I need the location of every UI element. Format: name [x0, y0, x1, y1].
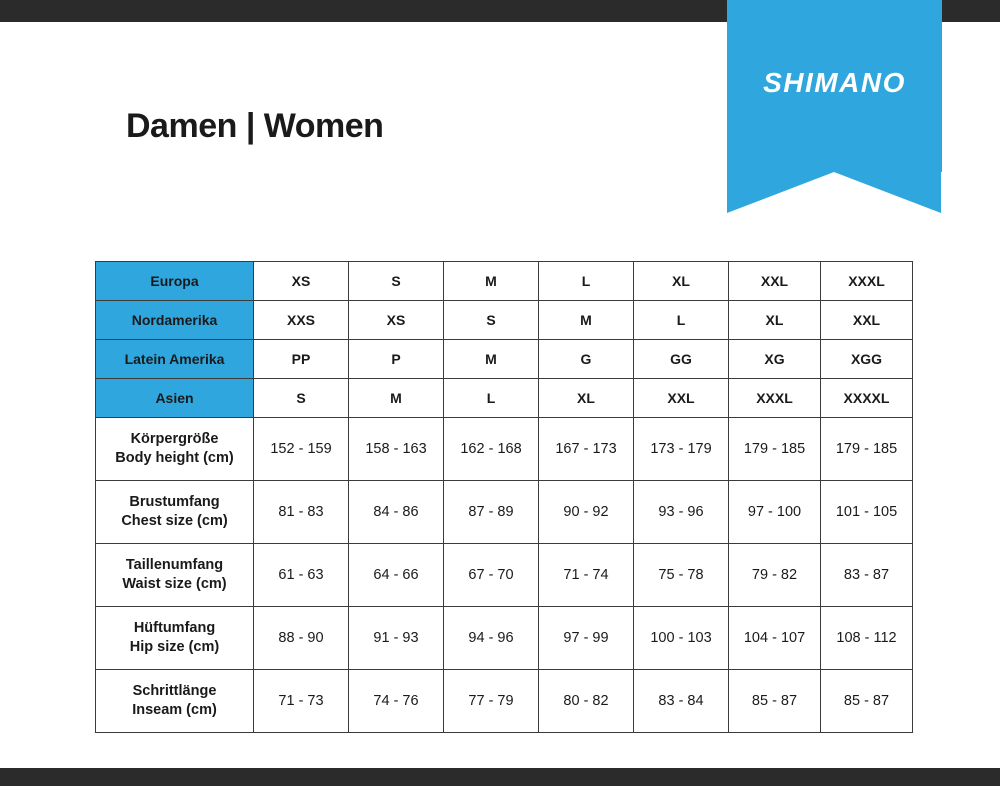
cell: 97 - 100 — [729, 481, 821, 544]
row-label-de: Hüftumfang — [133, 620, 216, 636]
cell: XXL — [729, 262, 821, 301]
cell: 80 - 82 — [539, 670, 634, 733]
row-label-body-height — [96, 418, 254, 481]
cell: 152 - 159 — [254, 418, 349, 481]
row-label-de: Brustumfang — [129, 494, 220, 510]
brand-banner — [727, 0, 942, 213]
row-label-latein-amerika: Latein Amerika — [96, 340, 254, 379]
table-row — [96, 379, 913, 418]
cell: XXL — [634, 379, 729, 418]
row-label-en: Inseam (cm) — [132, 702, 217, 718]
cell: XG — [729, 340, 821, 379]
cell: 77 - 79 — [444, 670, 539, 733]
cell: 173 - 179 — [634, 418, 729, 481]
row-label-en: Body height (cm) — [115, 450, 234, 466]
table-row — [96, 607, 913, 670]
shimano-logo: SHIMANO — [763, 67, 906, 98]
table-row — [96, 481, 913, 544]
cell: GG — [634, 340, 729, 379]
cell: L — [539, 262, 634, 301]
row-label-de: Taillenumfang — [125, 557, 224, 573]
table-row — [96, 670, 913, 733]
cell: S — [444, 301, 539, 340]
size-chart-table — [95, 261, 913, 733]
cell: 90 - 92 — [539, 481, 634, 544]
bottom-dark-band — [0, 768, 1000, 786]
row-label-waist-size — [96, 544, 254, 607]
cell: XL — [539, 379, 634, 418]
cell: 179 - 185 — [729, 418, 821, 481]
cell: 61 - 63 — [254, 544, 349, 607]
cell: M — [539, 301, 634, 340]
cell: XXXXL — [821, 379, 913, 418]
cell: L — [444, 379, 539, 418]
cell: 91 - 93 — [349, 607, 444, 670]
banner-point — [727, 172, 941, 213]
cell: 71 - 73 — [254, 670, 349, 733]
table-row — [96, 301, 913, 340]
cell: M — [444, 262, 539, 301]
cell: XXXL — [729, 379, 821, 418]
cell: 83 - 84 — [634, 670, 729, 733]
cell: 100 - 103 — [634, 607, 729, 670]
page-title-group — [126, 52, 561, 148]
row-label-nordamerika: Nordamerika — [96, 301, 254, 340]
page-title: Größentabelle l Size Chart — [126, 53, 562, 94]
cell: 167 - 173 — [539, 418, 634, 481]
cell: 101 - 105 — [821, 481, 913, 544]
row-label-de: Körpergröße — [130, 431, 219, 447]
cell: M — [349, 379, 444, 418]
cell: 64 - 66 — [349, 544, 444, 607]
cell: 94 - 96 — [444, 607, 539, 670]
cell: 88 - 90 — [254, 607, 349, 670]
cell: 75 - 78 — [634, 544, 729, 607]
cell: 179 - 185 — [821, 418, 913, 481]
cell: 87 - 89 — [444, 481, 539, 544]
row-label-asien: Asien — [96, 379, 254, 418]
row-label-europa: Europa — [96, 262, 254, 301]
cell: XS — [349, 301, 444, 340]
cell: 97 - 99 — [539, 607, 634, 670]
cell: XS — [254, 262, 349, 301]
cell: XXXL — [821, 262, 913, 301]
cell: 84 - 86 — [349, 481, 444, 544]
table-row — [96, 340, 913, 379]
table-row — [96, 262, 913, 301]
row-label-hip-size — [96, 607, 254, 670]
cell: XXL — [821, 301, 913, 340]
cell: 93 - 96 — [634, 481, 729, 544]
cell: PP — [254, 340, 349, 379]
cell: 108 - 112 — [821, 607, 913, 670]
cell: S — [349, 262, 444, 301]
cell: S — [254, 379, 349, 418]
row-label-en: Waist size (cm) — [122, 576, 227, 592]
row-label-chest-size — [96, 481, 254, 544]
cell: 104 - 107 — [729, 607, 821, 670]
cell: XL — [729, 301, 821, 340]
row-label-en: Hip size (cm) — [129, 639, 220, 655]
table-row — [96, 544, 913, 607]
cell: XXS — [254, 301, 349, 340]
cell: 158 - 163 — [349, 418, 444, 481]
cell: M — [444, 340, 539, 379]
cell: 71 - 74 — [539, 544, 634, 607]
row-label-en: Chest size (cm) — [121, 513, 228, 529]
table-row — [96, 418, 913, 481]
row-label-inseam — [96, 670, 254, 733]
cell: 81 - 83 — [254, 481, 349, 544]
cell: 67 - 70 — [444, 544, 539, 607]
cell: XGG — [821, 340, 913, 379]
cell: 74 - 76 — [349, 670, 444, 733]
cell: L — [634, 301, 729, 340]
cell: 83 - 87 — [821, 544, 913, 607]
cell: 85 - 87 — [729, 670, 821, 733]
cell: 162 - 168 — [444, 418, 539, 481]
cell: P — [349, 340, 444, 379]
page-subtitle: Damen | Women — [126, 107, 384, 145]
cell: 79 - 82 — [729, 544, 821, 607]
cell: 85 - 87 — [821, 670, 913, 733]
cell: XL — [634, 262, 729, 301]
cell: G — [539, 340, 634, 379]
row-label-de: Schrittlänge — [132, 683, 217, 699]
